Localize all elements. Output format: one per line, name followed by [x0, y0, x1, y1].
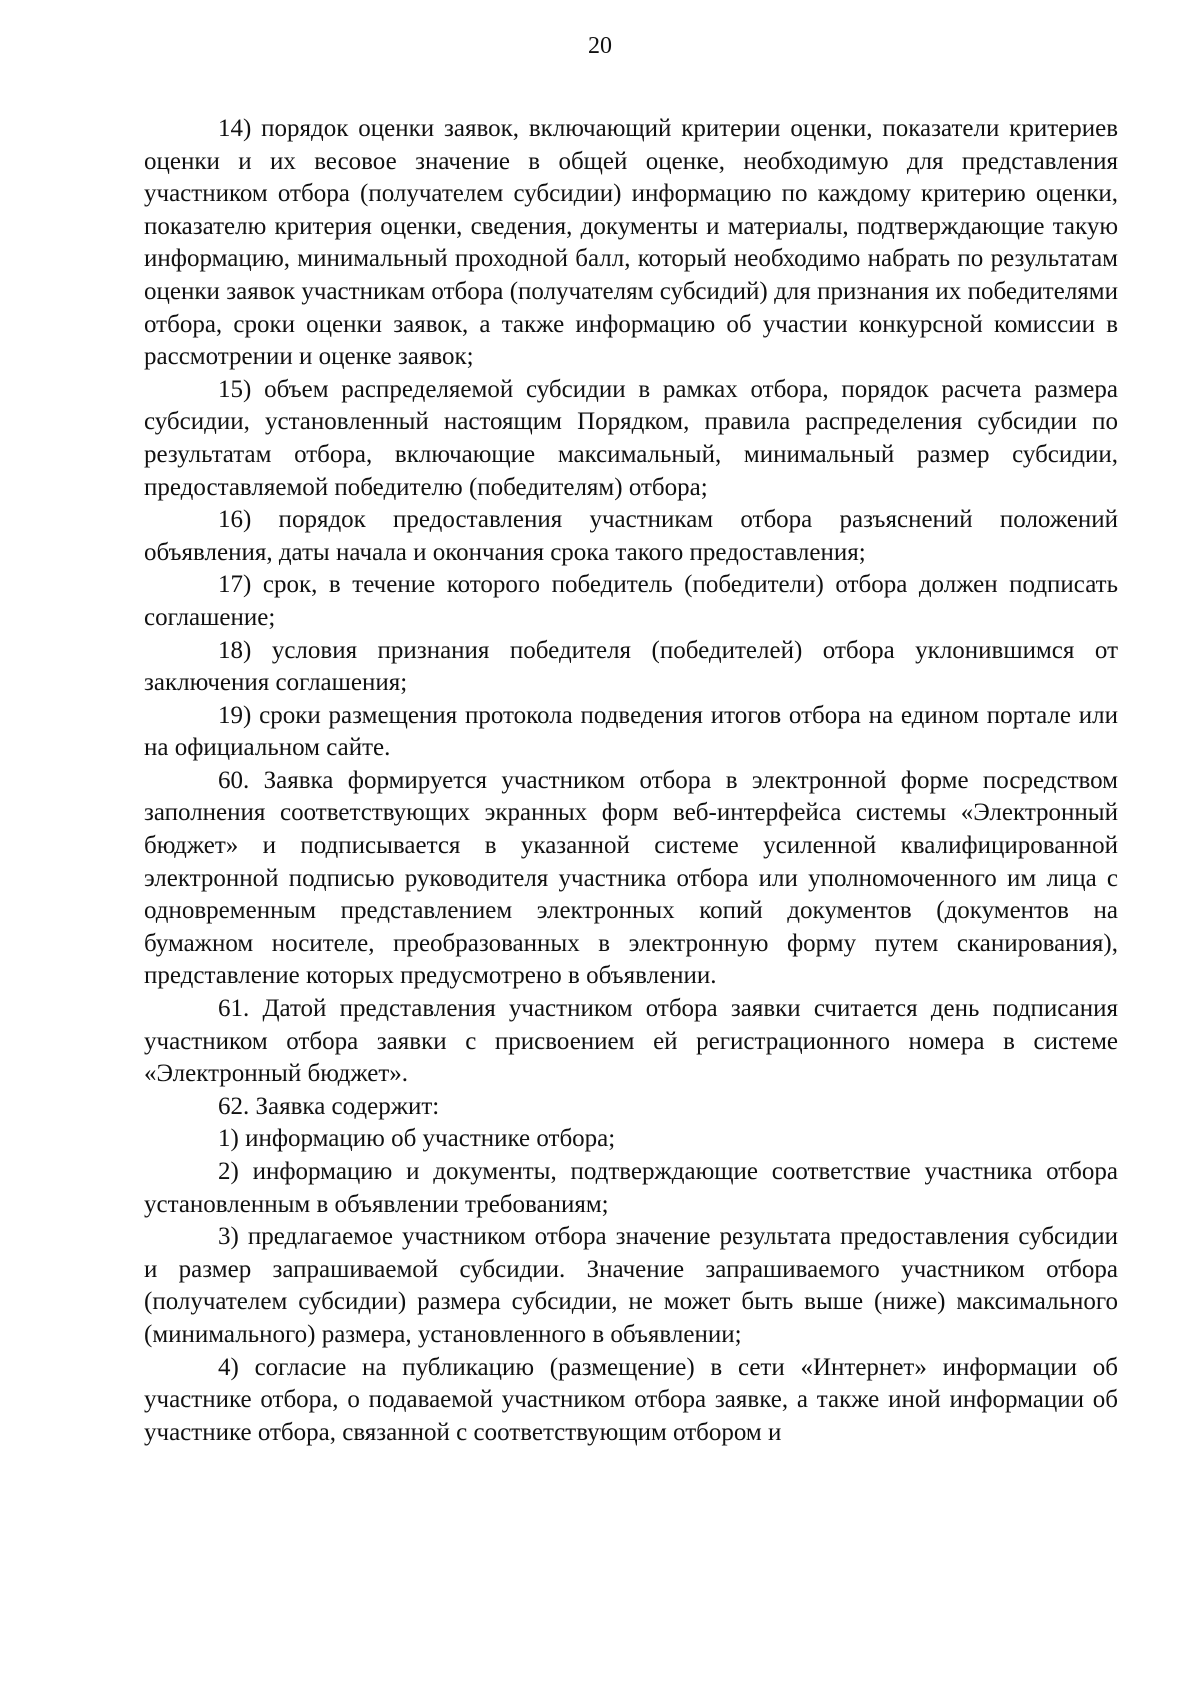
paragraph-item-14: 14) порядок оценки заявок, включающий критерии оценки, показатели критериев оценки и их весовое значение в общей оценке, необходимую для представления участником отбора (получателем субсидии) информацию по каждому критерию оценки, показателю критерия оценки, сведения, документы и материалы, подтверждающие такую информацию, минимальный проходной балл, который необходимо набрать по результатам оценки заявок участникам отбора (получателям субсидий) для признания их победителями отбора, сроки оценки заявок, а также информацию об участии конкурсной комиссии в рассмотрении и оценке заявок; [144, 115, 1118, 371]
paragraph-62-item-2: 2) информацию и документы, подтверждающие соответствие участника отбора установленным в объявлении требованиям; [144, 1158, 1118, 1218]
paragraph-62-item-3: 3) предлагаемое участником отбора значение результата предоставления субсидии и размер запрашиваемой субсидии. Значение запрашиваемого участником отбора (получателем субсидии) размера субсидии, не может быть выше (ниже) максимального (минимального) размера, установленного в объявлении; [144, 1223, 1118, 1348]
paragraph-item-16: 16) порядок предоставления участникам отбора разъяснений положений объявления, даты начала и окончания срока такого предоставления; [144, 506, 1118, 566]
paragraph-item-19: 19) сроки размещения протокола подведения итогов отбора на едином портале или на официальном сайте. [144, 701, 1118, 762]
paragraph-62-item-4: 4) согласие на публикацию (размещение) в сети «Интернет» информации об участнике отбора, о подаваемой участником отбора заявке, а также иной информации об участнике отбора, связанной с соответствующим отбором и [144, 1353, 1118, 1446]
paragraph-60: 60. Заявка формируется участником отбора в электронной форме посредством заполнения соответствующих экранных форм веб-интерфейса системы «Электронный бюджет» и подписывается в указанной системе усиленной квалифицированной электронной подписью руководителя участника отбора или уполномоченного им лица с одновременным представлением электронных копий документов (документов на бумажном носителе, преобразованных в электронную форму путем сканирования), представление которых предусмотрено в объявлении. [144, 766, 1118, 990]
paragraph-item-17: 17) срок, в течение которого победитель (победители) отбора должен подписать соглашение; [144, 571, 1118, 631]
page-number: 20 [588, 33, 612, 59]
paragraph-item-18: 18) условия признания победителя (победителей) отбора уклонившимся от заключения соглашения; [144, 636, 1118, 697]
paragraph-61: 61. Датой представления участником отбора заявки считается день подписания участником отбора заявки с присвоением ей регистрационного номера в системе «Электронный бюджет». [144, 995, 1118, 1088]
document-body [144, 113, 1118, 1449]
paragraph-item-15: 15) объем распределяемой субсидии в рамках отбора, порядок расчета размера субсидии, установленный настоящим Порядком, правила распределения субсидии по результатам отбора, включающие максимальный, минимальный размер субсидии, предоставляемой победителю (победителям) отбора; [144, 375, 1118, 501]
paragraph-62: 62. Заявка содержит: [218, 1092, 440, 1120]
paragraph-62-item-1: 1) информацию об участнике отбора; [218, 1125, 616, 1153]
